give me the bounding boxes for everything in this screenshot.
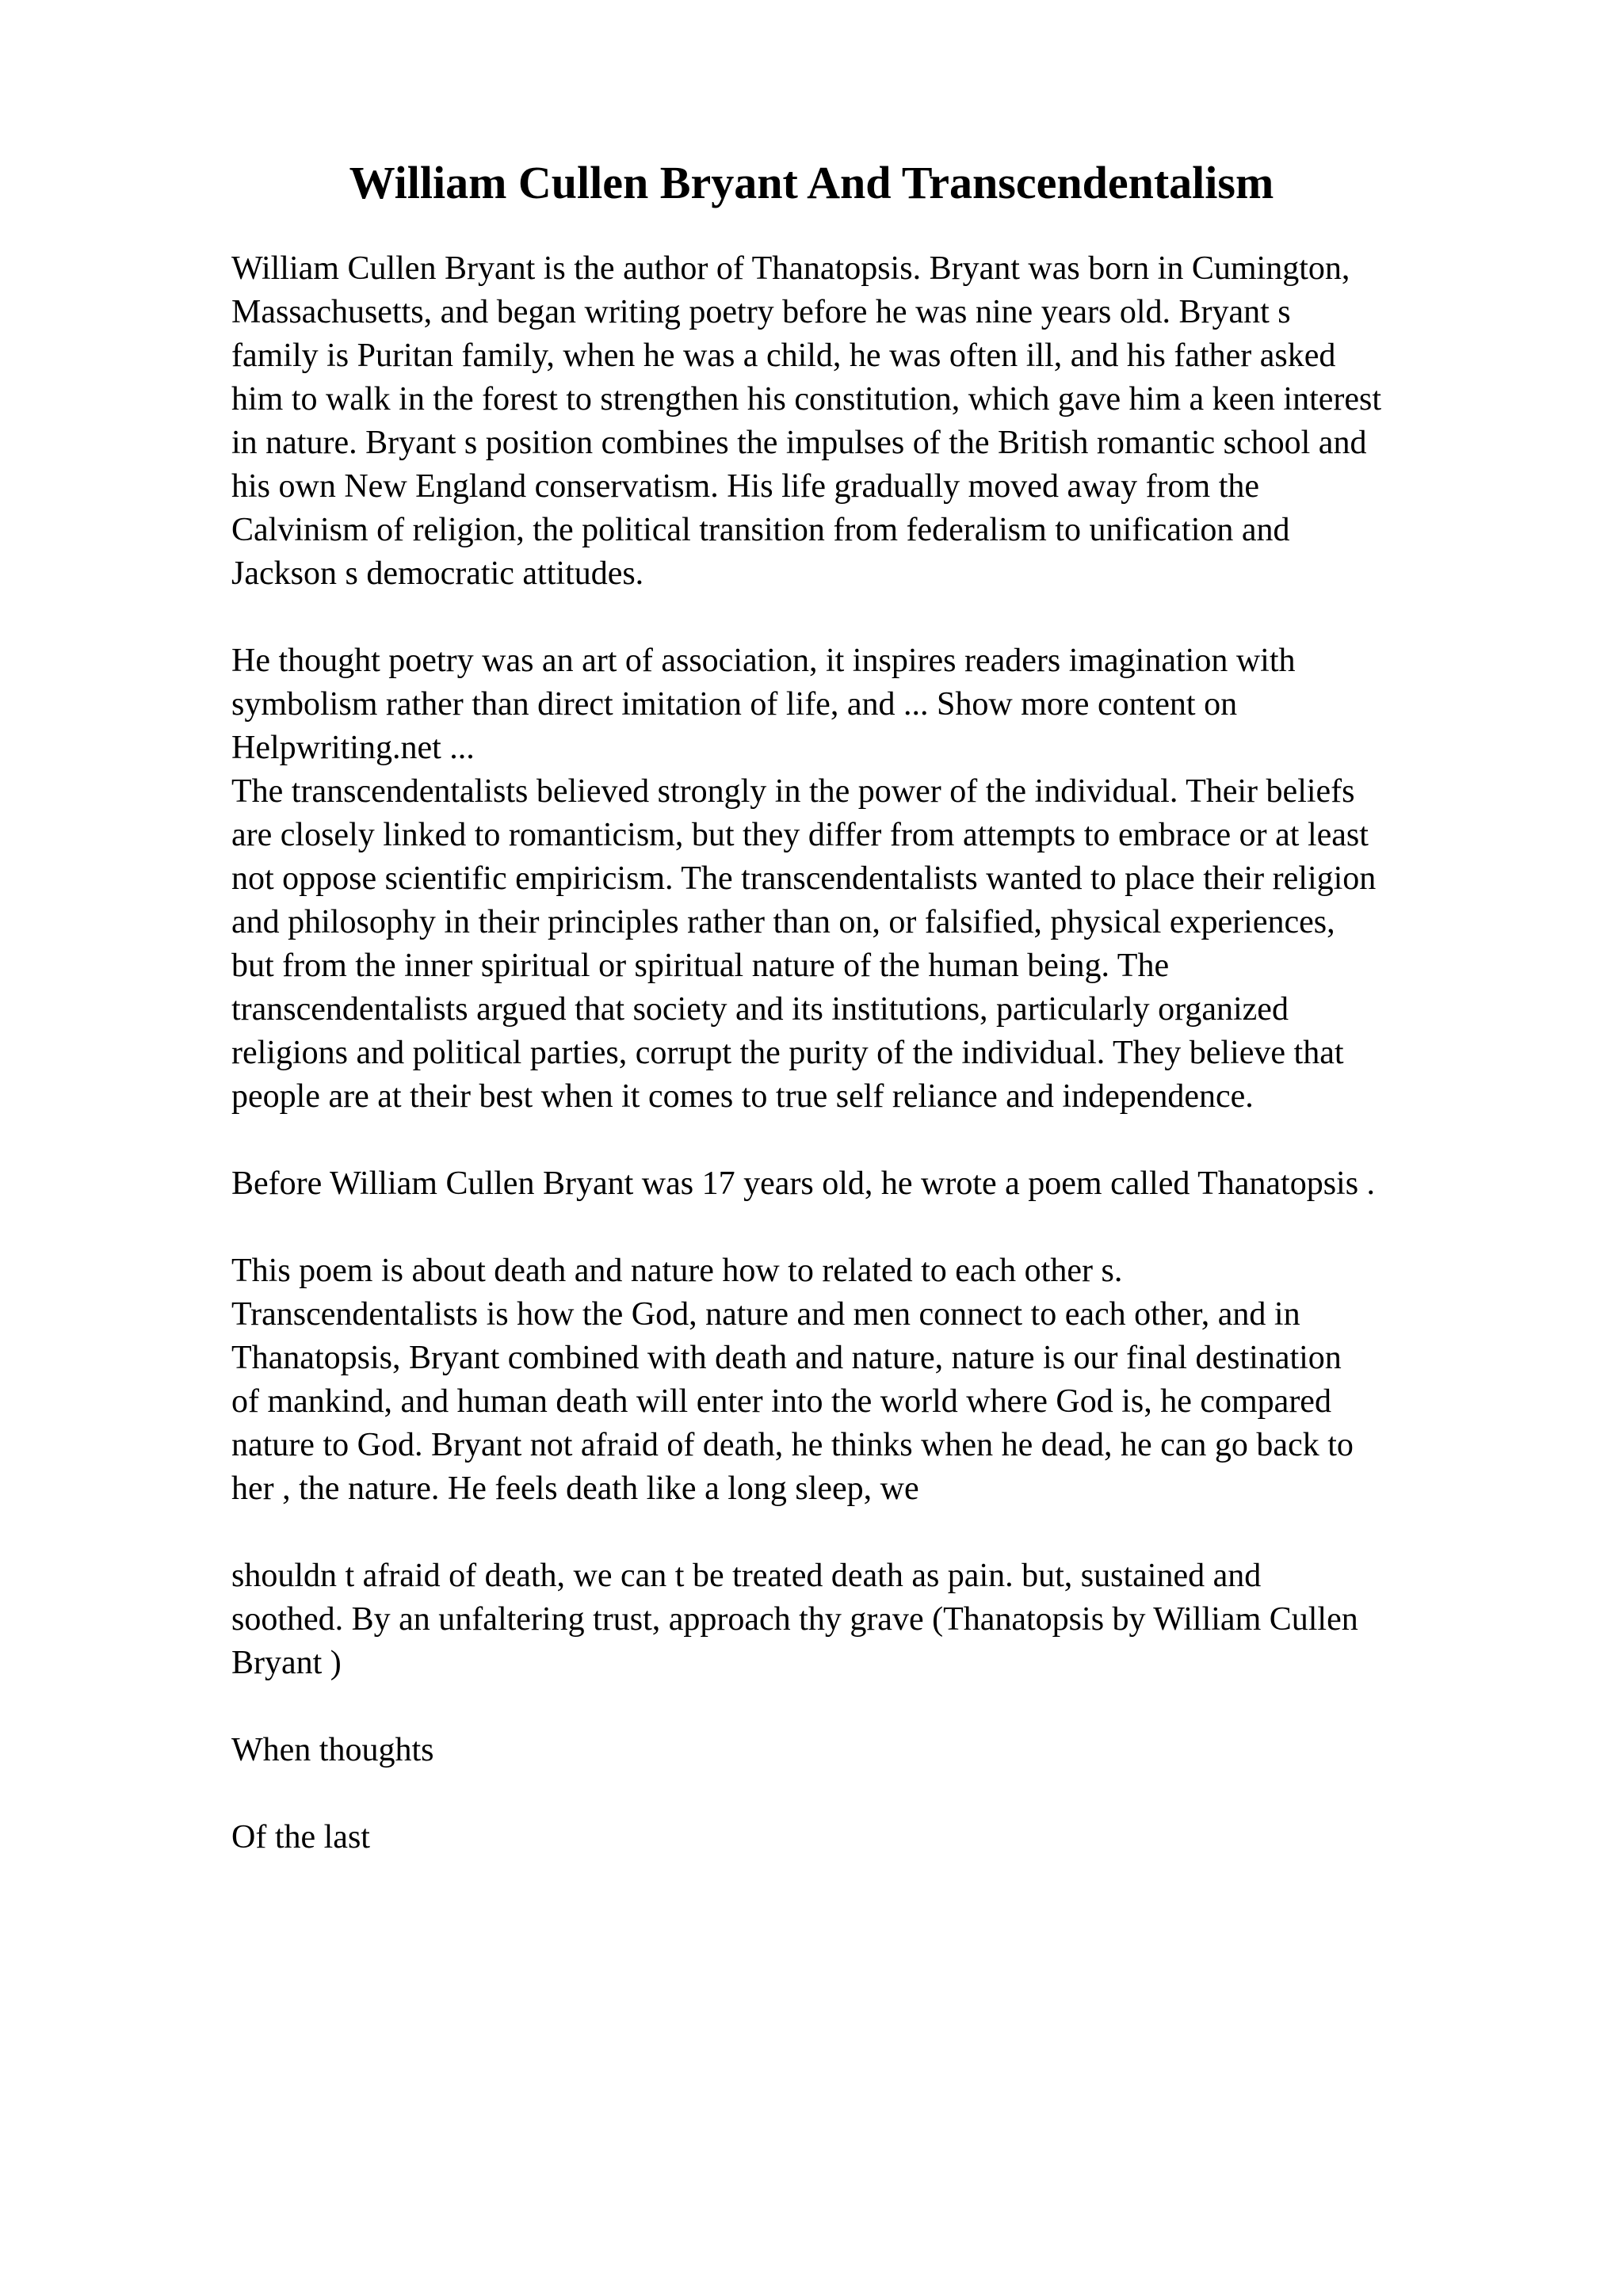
document-title: William Cullen Bryant And Transcendentalism xyxy=(349,157,1274,208)
paragraph-bryant-bio: William Cullen Bryant is the author of Thanatopsis. Bryant was born in Cumington, Massachusetts, and began writing poetry before he was nine years old. Bryant s family is Puritan family, when he was a child, he was often ill, and his father asked him to walk in the forest to strengthen his constitution, which gave him a keen interest in nature. Bryant s position combines the impulses of the British romantic school and his own New England conservatism. His life gradually moved away from the Calvinism of religion, the political transition from federalism to unification and Jackson s democratic attitudes. xyxy=(231,250,1382,592)
paragraph-unfaltering-trust: shouldn t afraid of death, we can t be treated death as pain. but, sustained and soothed. By an unfaltering trust, approach thy grave (Thanatopsis by William Cullen Bryant ) xyxy=(231,1558,1358,1681)
paragraph-gap xyxy=(231,1511,1515,1554)
paragraph-poetry-association: He thought poetry was an art of association, it inspires readers imagination with symbolism rather than direct imitation of life, and ... Show more content on Helpwriting.net ... xyxy=(231,643,1296,766)
paragraph-death-and-nature: This poem is about death and nature how to related to each other s. Transcendentalists is how the God, nature and men connect to each other, and in Thanatopsis, Bryant combined with death and nature, nature is our final destination of mankind, and human death will enter into the world where God is, he compared nature to God. Bryant not afraid of death, he thinks when he dead, he can go back to her , the nature. He feels death like a long sleep, we xyxy=(231,1253,1354,1507)
paragraph-gap xyxy=(231,596,1515,639)
paragraph-when-thoughts: When thoughts xyxy=(231,1732,434,1768)
paragraph-gap xyxy=(231,1206,1515,1249)
document-body xyxy=(231,247,1515,1859)
paragraph-of-the-last: Of the last xyxy=(231,1819,370,1855)
paragraph-gap xyxy=(231,1772,1515,1816)
paragraph-thanatopsis-intro: Before William Cullen Bryant was 17 years old, he wrote a poem called Thanatopsis . xyxy=(231,1165,1376,1202)
paragraph-gap xyxy=(231,1685,1515,1729)
paragraph-gap xyxy=(231,1119,1515,1162)
paragraph-transcendentalists: The transcendentalists believed strongly in the power of the individual. Their beliefs are closely linked to romanticism, but they differ from attempts to embrace or at least not oppose scientific empiricism. The transcendentalists wanted to place their religion and philosophy in their principles rather than on, or falsified, physical experiences, but from the inner spiritual or spiritual nature of the human being. The transcendentalists argued that society and its institutions, particularly organized religions and political parties, corrupt the purity of the individual. They believe that people are at their best when it comes to true self reliance and independence. xyxy=(231,773,1377,1115)
